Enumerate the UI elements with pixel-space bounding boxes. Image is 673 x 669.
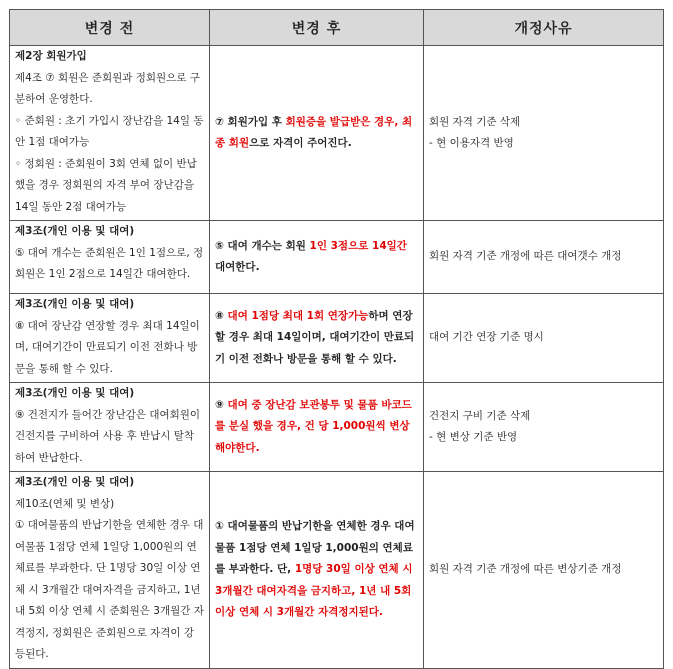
after-text: 하며 연장할 경우 최대 14일이며, 대여기간이 만료되기 이전 전화나 방문을 통해 할 수 있다. <box>215 309 415 365</box>
after-text: ⑤ 대여 개수는 회원 <box>215 239 310 252</box>
after-cell <box>210 294 424 383</box>
table-row <box>10 294 664 383</box>
before-text: 제10조(연체 및 변상) <box>15 497 115 510</box>
amendment-table <box>9 9 664 669</box>
table-row <box>10 383 664 472</box>
after-text: 으로 자격이 주어진다. <box>249 137 352 149</box>
after-text: ⑨ <box>215 398 228 411</box>
before-text: ⑤ 대여 개수는 준회원은 1인 1점으로, 정회원은 1인 2점으로 14일간 대여한다. <box>15 246 204 280</box>
reason-cell <box>424 383 664 472</box>
after-text: ⑧ <box>215 309 228 322</box>
table-row <box>10 472 664 669</box>
before-text: ⑧ 대여 장난감 연장할 경우 최대 14일이며, 대여기간이 만료되기 이전 전화나 방문을 통해 할 수 있다. <box>15 319 200 375</box>
before-cell <box>10 221 210 294</box>
before-heading: 제3조(개인 이용 및 대여) <box>15 225 135 237</box>
before-text: ◦ 정회원 : 준회원이 3회 연체 없이 반납했을 경우 정회원의 자격 부여 장난감을 14일 동안 2점 대여가능 <box>15 157 197 213</box>
header-row <box>10 10 664 46</box>
before-cell <box>10 294 210 383</box>
after-text: ⑦ 회원가입 후 <box>215 115 286 128</box>
before-cell <box>10 472 210 669</box>
table-row <box>10 46 664 221</box>
header-after: 변경 후 <box>210 10 424 46</box>
reason-text: 회원 자격 기준 개정에 따른 변상기준 개정 <box>429 563 622 575</box>
reason-cell <box>424 46 664 221</box>
header-reason: 개정사유 <box>424 10 664 46</box>
reason-cell <box>424 472 664 669</box>
reason-text: 대여 기간 연장 기준 명시 <box>429 331 544 344</box>
reason-text: 회원 자격 기준 개정에 따른 대여갯수 개정 <box>429 250 622 263</box>
after-changed-text: 1인 3점으로 14일간 <box>309 239 407 252</box>
after-changed-text: 1명당 30일 이상 연체 시 3개월간 대여자격을 금지하고, 1년 내 5회 이상 연체 시 3개월간 자격정지된다. <box>215 563 413 618</box>
reason-text: - 현 이용자격 반영 <box>429 137 514 149</box>
after-text: 대여한다. <box>215 261 260 273</box>
before-text: ① 대여물품의 반납기한을 연체한 경우 대여물품 1점당 연체 1일당 1,000원의 연체료를 부과한다. 단 1명당 30일 이상 연체 시 3개월간 대여자격을 금지하고, 1년 내 5회 이상 연체 시 준회원은 3개월간 자격정지, 정회원은 준회원으로 자격이 강등된다. <box>15 519 204 660</box>
before-heading: 제3조(개인 이용 및 대여) <box>15 476 135 488</box>
reason-cell <box>424 221 664 294</box>
before-cell <box>10 46 210 221</box>
after-changed-text: 대여 중 장난감 보관봉투 및 물품 바코드를 분실 했을 경우, 건 당 1,000원씩 변상해야한다. <box>215 398 412 454</box>
after-changed-text: 대여 1점당 최대 1회 연장가능 <box>227 309 369 322</box>
reason-text: 회원 자격 기준 삭제 <box>429 115 521 128</box>
before-cell <box>10 383 210 472</box>
after-cell <box>210 46 424 221</box>
header-before: 변경 전 <box>10 10 210 46</box>
reason-text: 건전지 구비 기준 삭제 <box>429 409 531 422</box>
before-text: 제4조 ⑦ 회원은 준회원과 정회원으로 구분하여 운영한다. <box>15 71 200 105</box>
after-cell <box>210 383 424 472</box>
after-text: ① 대여물품의 반납기한을 연체한 경우 대여물품 1점당 연체 1일당 1,000원의 연체료를 부과한다. 단, <box>215 520 415 575</box>
before-heading: 제3조(개인 이용 및 대여) <box>15 298 135 310</box>
reason-cell <box>424 294 664 383</box>
after-cell <box>210 221 424 294</box>
before-heading: 제2장 회원가입 <box>15 50 87 62</box>
reason-text: - 현 변상 기준 반영 <box>429 431 518 443</box>
after-cell <box>210 472 424 669</box>
before-heading: 제3조(개인 이용 및 대여) <box>15 387 135 399</box>
before-text: ⑨ 건전지가 들어간 장난감은 대여회원이 건전지를 구비하여 사용 후 반납시 탈착하여 반납한다. <box>15 408 201 464</box>
after-changed-text: 회원증을 발급받은 경우, 최종 회원 <box>215 115 413 149</box>
table-row <box>10 221 664 294</box>
before-text: ◦ 준회원 : 초기 가입시 장난감을 14일 동안 1점 대여가능 <box>15 114 204 148</box>
